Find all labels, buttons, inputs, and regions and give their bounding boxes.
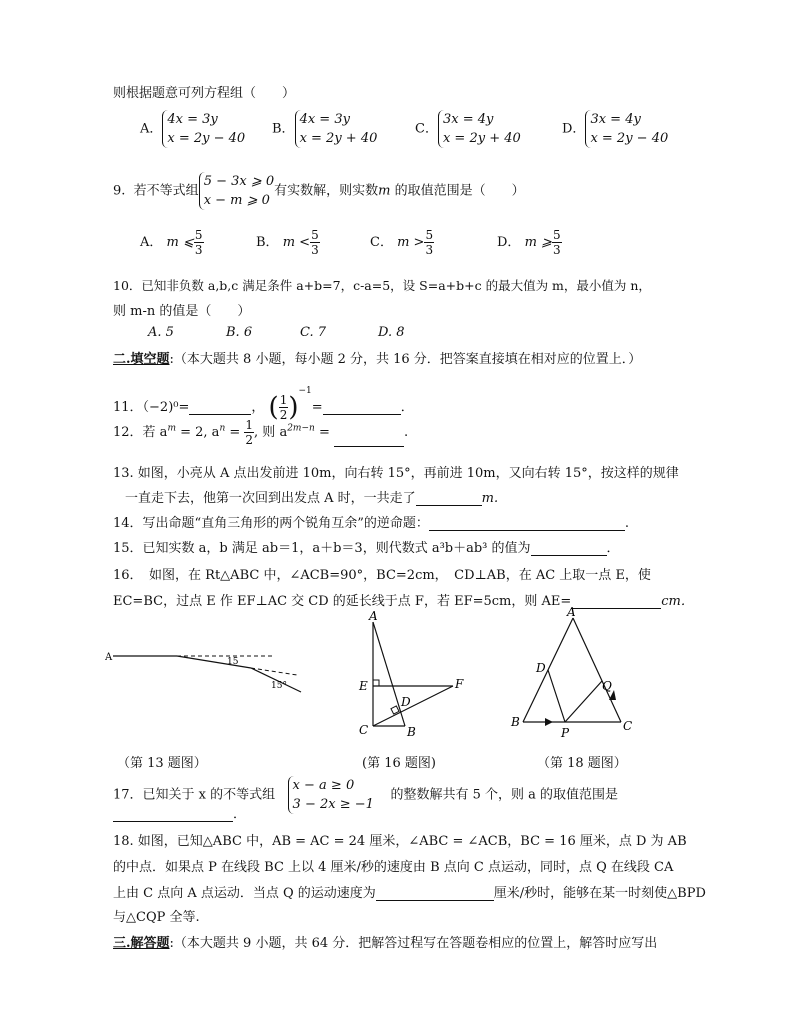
q8-option-d: D．3x = 4y x = 2y − 40 — [562, 112, 669, 146]
q18-line3: 上由 C 点向 A 点运动．当点 Q 的运动速度为 厘米/秒时，能够在某一时刻使△BPD — [113, 886, 706, 901]
fig16-label-b: B — [407, 725, 416, 739]
fig18-label-q: Q — [602, 679, 612, 693]
fig16-label-d: D — [401, 695, 411, 709]
q10-option-d: D. 8 — [378, 325, 405, 340]
q8-option-c: C．3x = 4y x = 2y + 40 — [415, 112, 521, 146]
q10-option-b: B. 6 — [226, 325, 253, 340]
section3-heading: 三.解答题:（本大题共 9 小题，共 64 分．把解答过程写在答题卷相应的位置上，解答时应写出 — [113, 936, 658, 951]
fig18-caption: （第 18 题图） — [537, 756, 627, 771]
fig18-label-p: P — [561, 726, 570, 739]
q8-option-a: A．4x = 3y x = 2y − 40 — [140, 112, 246, 146]
q17: 17．已知关于 x 的不等式组 x − a ≥ 0 3 − 2x ≥ −1 的整数解共有 5 个，则 a 的取值范围是 — [113, 778, 618, 812]
fig18-label-c: C — [623, 719, 633, 733]
fig13-angle2: 15° — [271, 681, 287, 691]
q10-line1: 10．已知非负数 a,b,c 满足条件 a+b=7，c-a=5，设 S=a+b+c 的最大值为 m，最小值为 n， — [113, 278, 651, 293]
section2-heading: 二.填空题:（本大题共 8 小题，每小题 2 分，共 16 分．把答案直接填在相对应的位置上．） — [113, 352, 642, 367]
figure-16 — [355, 608, 475, 743]
q17-answer-blank: ． — [113, 803, 246, 822]
q9-option-b: B． m < $\frac{5}{3}$ — [256, 228, 319, 257]
fig18-label-a: A — [567, 605, 576, 619]
q18-line2: 的中点．如果点 P 在线段 BC 上以 4 厘米/秒的速度由 B 点向 C 点运动，同时，点 Q 在线段 CA — [113, 860, 674, 875]
fig16-label-e: E — [359, 679, 368, 693]
fig16-label-a: A — [369, 609, 378, 623]
figure-13 — [105, 640, 305, 700]
fig18-label-b: B — [511, 715, 520, 729]
fig16-label-c: C — [359, 723, 369, 737]
fig13-label-a: A — [105, 652, 113, 663]
q16-line1: 16． 如图，在 Rt△ABC 中，∠ACB=90°，BC=2cm， CD⊥AB，在 AC 上取一点 E，使 — [113, 568, 651, 583]
fig18-label-d: D — [536, 661, 546, 675]
q12: 12．若 $a^m = 2$, $a^n$ = $\frac{1}{2}$ , 则 $a^{2m-n}$ = . — [113, 418, 409, 447]
q9-stem: 9. 若不等式组5 − 3x ⩾ 0 x − m ⩾ 0有实数解，则实数m 的取值范围是（ ） — [113, 174, 525, 208]
fig13-angle1: 15 — [227, 657, 239, 667]
q13-line1: 13. 如图，小亮从 A 点出发前进 10m，向右转 15°，再前进 10m，又向右转 15°，按这样的规律 — [113, 466, 679, 481]
q8-stem: 则根据题意可列方程组（ ） — [113, 86, 296, 101]
q9-option-d: D． m ⩾ $\frac{5}{3}$ — [497, 228, 561, 257]
q13-line2: 一直走下去，他第一次回到出发点 A 时，一共走了 m. — [125, 491, 499, 506]
q14: 14．写出命题“直角三角形的两个锐角互余”的逆命题： . — [113, 516, 629, 531]
fig16-label-f: F — [455, 677, 464, 691]
q16-line2: EC=BC，过点 E 作 EF⊥AC 交 CD 的延长线于点 F，若 EF=5cm，则 AE= cm． — [113, 594, 694, 609]
q15: 15．已知实数 a，b 满足 ab＝1，a＋b＝3，则代数式 a³b＋ab³ 的值为 ． — [113, 541, 620, 556]
figure-18 — [505, 604, 635, 739]
q10-line2: 则 m-n 的值是（ ） — [113, 304, 251, 319]
q8-option-b: B．4x = 3y x = 2y + 40 — [272, 112, 378, 146]
q18-line4: 与△CQP 全等. — [113, 910, 200, 925]
fig13-caption: （第 13 题图） — [117, 756, 207, 771]
q10-option-c: C. 7 — [300, 325, 327, 340]
q9-option-a: A． m ⩽ $\frac{5}{3}$ — [140, 228, 203, 257]
q11: 11．（−2)⁰= ， ( $\frac{1}{2}$ )$^{-1}$= ． — [113, 386, 414, 423]
q18-line1: 18. 如图，已知△ABC 中，AB = AC = 24 厘米，∠ABC = ∠ACB，BC = 16 厘米，点 D 为 AB — [113, 834, 687, 849]
fig16-caption: (第 16 题图) — [362, 756, 436, 771]
q9-option-c: C． m > $\frac{5}{3}$ — [370, 228, 434, 257]
q10-option-a: A. 5 — [148, 325, 174, 340]
